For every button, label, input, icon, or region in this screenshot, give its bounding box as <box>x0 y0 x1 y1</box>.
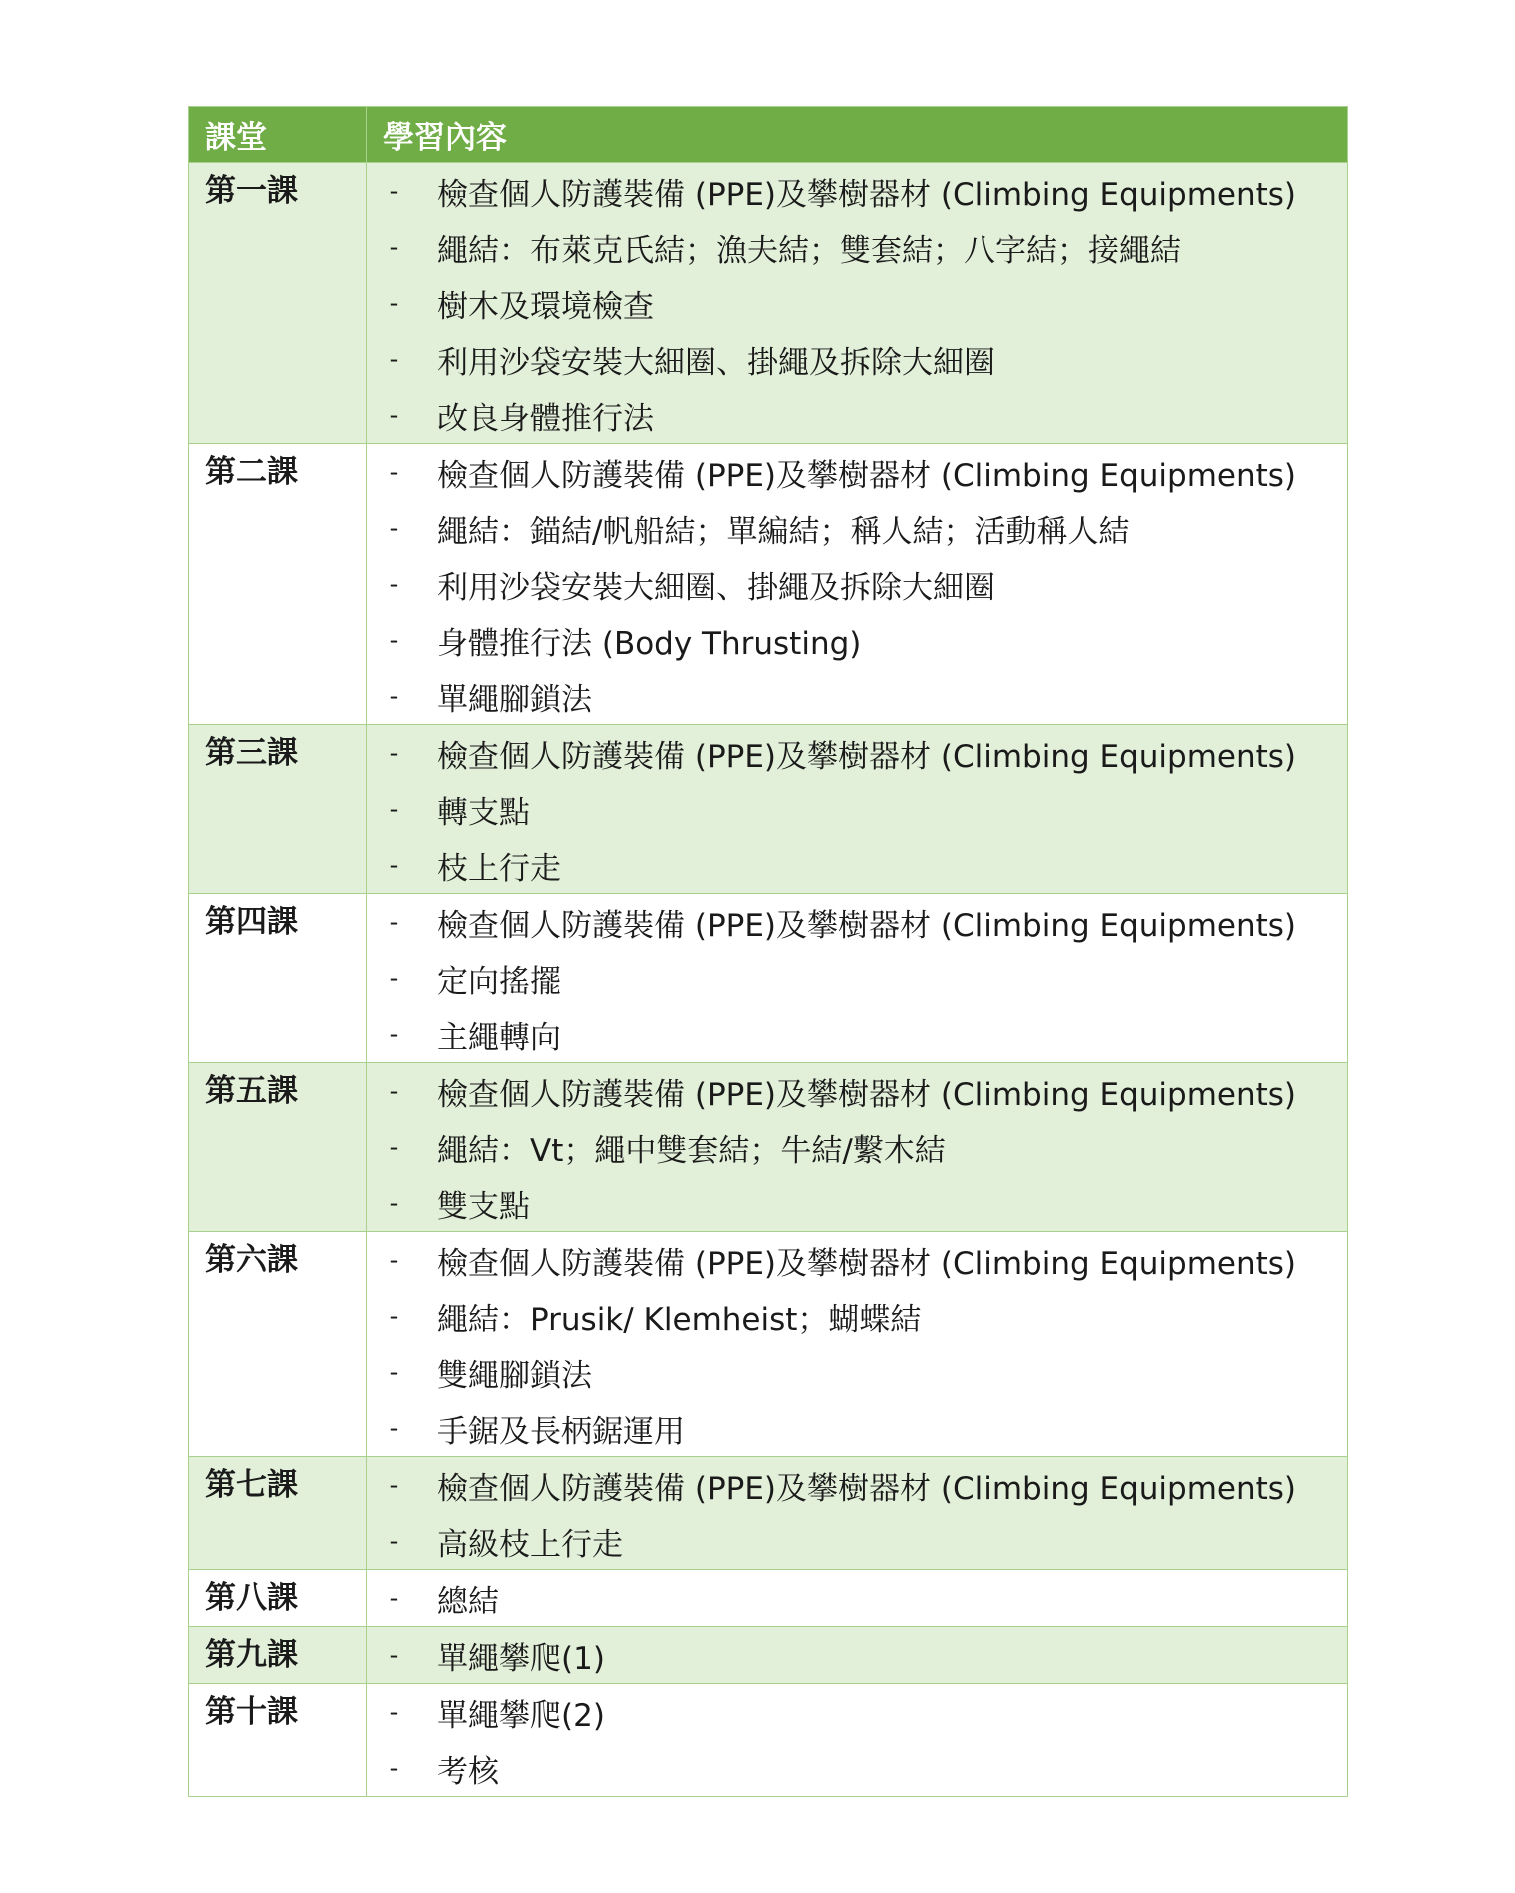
lesson-name: 第一課 <box>189 163 367 444</box>
table-row <box>189 1232 1348 1457</box>
dash-bullet-icon: - <box>389 1302 399 1330</box>
lesson-content <box>367 163 1348 444</box>
list-item-text: 單繩腳鎖法 <box>437 681 592 718</box>
content-list <box>367 163 1347 443</box>
list-item <box>367 1740 1347 1796</box>
dash-bullet-icon: - <box>389 1077 399 1105</box>
dash-bullet-icon: - <box>389 289 399 317</box>
list-item <box>367 668 1347 724</box>
table-row <box>189 1063 1348 1232</box>
lesson-name: 第十課 <box>189 1684 367 1797</box>
list-item <box>367 444 1347 500</box>
list-item-text: 主繩轉向 <box>437 1019 561 1056</box>
list-item <box>367 1119 1347 1175</box>
list-item-text: 繩結：錨結/帆船結；單編結；稱人結；活動稱人結 <box>437 513 1130 550</box>
lesson-name: 第八課 <box>189 1570 367 1627</box>
dash-bullet-icon: - <box>389 1471 399 1499</box>
list-item <box>367 1344 1347 1400</box>
list-item <box>367 1288 1347 1344</box>
dash-bullet-icon: - <box>389 345 399 373</box>
dash-bullet-icon: - <box>389 177 399 205</box>
dash-bullet-icon: - <box>389 1414 399 1442</box>
list-item <box>367 275 1347 331</box>
list-item <box>367 1063 1347 1119</box>
content-list <box>367 444 1347 724</box>
table-row <box>189 1627 1348 1684</box>
list-item <box>367 556 1347 612</box>
list-item-text: 檢查個人防護裝備 (PPE)及攀樹器材 (Climbing Equipments) <box>437 1076 1297 1113</box>
lesson-name: 第四課 <box>189 894 367 1063</box>
dash-bullet-icon: - <box>389 1641 399 1669</box>
list-item-text: 利用沙袋安裝大細圈、掛繩及拆除大細圈 <box>437 569 995 606</box>
lesson-content <box>367 1232 1348 1457</box>
dash-bullet-icon: - <box>389 1358 399 1386</box>
list-item <box>367 1684 1347 1740</box>
dash-bullet-icon: - <box>389 458 399 486</box>
lesson-name: 第三課 <box>189 725 367 894</box>
lesson-content <box>367 1684 1348 1797</box>
list-item-text: 雙支點 <box>437 1188 530 1225</box>
dash-bullet-icon: - <box>389 626 399 654</box>
list-item-text: 檢查個人防護裝備 (PPE)及攀樹器材 (Climbing Equipments) <box>437 1245 1297 1282</box>
dash-bullet-icon: - <box>389 514 399 542</box>
table-row <box>189 1684 1348 1797</box>
list-item-text: 檢查個人防護裝備 (PPE)及攀樹器材 (Climbing Equipments) <box>437 738 1297 775</box>
list-item-text: 檢查個人防護裝備 (PPE)及攀樹器材 (Climbing Equipments) <box>437 907 1297 944</box>
table-row <box>189 1570 1348 1627</box>
list-item-text: 手鋸及長柄鋸運用 <box>437 1413 685 1450</box>
dash-bullet-icon: - <box>389 1527 399 1555</box>
table-header-row <box>189 107 1348 163</box>
list-item-text: 檢查個人防護裝備 (PPE)及攀樹器材 (Climbing Equipments) <box>437 457 1297 494</box>
lesson-name: 第六課 <box>189 1232 367 1457</box>
dash-bullet-icon: - <box>389 1698 399 1726</box>
list-item-text: 改良身體推行法 <box>437 400 654 437</box>
list-item-text: 雙繩腳鎖法 <box>437 1357 592 1394</box>
lesson-content <box>367 444 1348 725</box>
list-item-text: 繩結：Prusik/ Klemheist；蝴蝶結 <box>437 1301 922 1338</box>
list-item <box>367 837 1347 893</box>
list-item-text: 檢查個人防護裝備 (PPE)及攀樹器材 (Climbing Equipments) <box>437 1470 1297 1507</box>
content-list <box>367 1570 1347 1626</box>
table-body <box>189 163 1348 1797</box>
dash-bullet-icon: - <box>389 964 399 992</box>
lesson-name: 第七課 <box>189 1457 367 1570</box>
syllabus-table <box>188 106 1348 1797</box>
list-item <box>367 781 1347 837</box>
list-item <box>367 950 1347 1006</box>
dash-bullet-icon: - <box>389 1246 399 1274</box>
dash-bullet-icon: - <box>389 1754 399 1782</box>
dash-bullet-icon: - <box>389 570 399 598</box>
dash-bullet-icon: - <box>389 401 399 429</box>
content-list <box>367 1232 1347 1456</box>
lesson-content <box>367 894 1348 1063</box>
list-item-text: 總結 <box>437 1583 499 1620</box>
dash-bullet-icon: - <box>389 1020 399 1048</box>
list-item <box>367 1006 1347 1062</box>
lesson-name: 第二課 <box>189 444 367 725</box>
dash-bullet-icon: - <box>389 851 399 879</box>
list-item-text: 枝上行走 <box>437 850 561 887</box>
list-item-text: 轉支點 <box>437 794 530 831</box>
list-item-text: 高級枝上行走 <box>437 1526 623 1563</box>
table-row <box>189 163 1348 444</box>
list-item <box>367 725 1347 781</box>
list-item <box>367 331 1347 387</box>
lesson-content <box>367 725 1348 894</box>
list-item-text: 單繩攀爬(2) <box>437 1697 605 1734</box>
list-item <box>367 1627 1347 1683</box>
header-lesson: 課堂 <box>189 107 367 163</box>
table-row <box>189 1457 1348 1570</box>
content-list <box>367 894 1347 1062</box>
list-item-text: 繩結：布萊克氏結；漁夫結；雙套結；八字結；接繩結 <box>437 232 1181 269</box>
list-item-text: 身體推行法 (Body Thrusting) <box>437 625 862 662</box>
dash-bullet-icon: - <box>389 739 399 767</box>
lesson-content <box>367 1457 1348 1570</box>
content-list <box>367 1684 1347 1796</box>
content-list <box>367 1063 1347 1231</box>
table-row <box>189 894 1348 1063</box>
lesson-content <box>367 1570 1348 1627</box>
list-item <box>367 500 1347 556</box>
lesson-name: 第九課 <box>189 1627 367 1684</box>
content-list <box>367 1457 1347 1569</box>
list-item <box>367 387 1347 443</box>
list-item <box>367 1400 1347 1456</box>
content-list <box>367 725 1347 893</box>
dash-bullet-icon: - <box>389 795 399 823</box>
dash-bullet-icon: - <box>389 1189 399 1217</box>
dash-bullet-icon: - <box>389 682 399 710</box>
list-item <box>367 163 1347 219</box>
list-item-text: 繩結：Vt；繩中雙套結；牛結/繫木結 <box>437 1132 946 1169</box>
list-item <box>367 1232 1347 1288</box>
list-item-text: 利用沙袋安裝大細圈、掛繩及拆除大細圈 <box>437 344 995 381</box>
list-item-text: 樹木及環境檢查 <box>437 288 654 325</box>
lesson-name: 第五課 <box>189 1063 367 1232</box>
table-row <box>189 725 1348 894</box>
list-item-text: 單繩攀爬(1) <box>437 1640 605 1677</box>
list-item-text: 定向搖擺 <box>437 963 561 1000</box>
lesson-content <box>367 1627 1348 1684</box>
list-item <box>367 1570 1347 1626</box>
list-item-text: 檢查個人防護裝備 (PPE)及攀樹器材 (Climbing Equipments) <box>437 176 1297 213</box>
dash-bullet-icon: - <box>389 1133 399 1161</box>
list-item <box>367 219 1347 275</box>
dash-bullet-icon: - <box>389 233 399 261</box>
list-item-text: 考核 <box>437 1753 499 1790</box>
list-item <box>367 894 1347 950</box>
list-item <box>367 1513 1347 1569</box>
header-content: 學習內容 <box>367 107 1348 163</box>
lesson-content <box>367 1063 1348 1232</box>
table-row <box>189 444 1348 725</box>
list-item <box>367 1175 1347 1231</box>
dash-bullet-icon: - <box>389 1584 399 1612</box>
content-list <box>367 1627 1347 1683</box>
dash-bullet-icon: - <box>389 908 399 936</box>
list-item <box>367 1457 1347 1513</box>
list-item <box>367 612 1347 668</box>
